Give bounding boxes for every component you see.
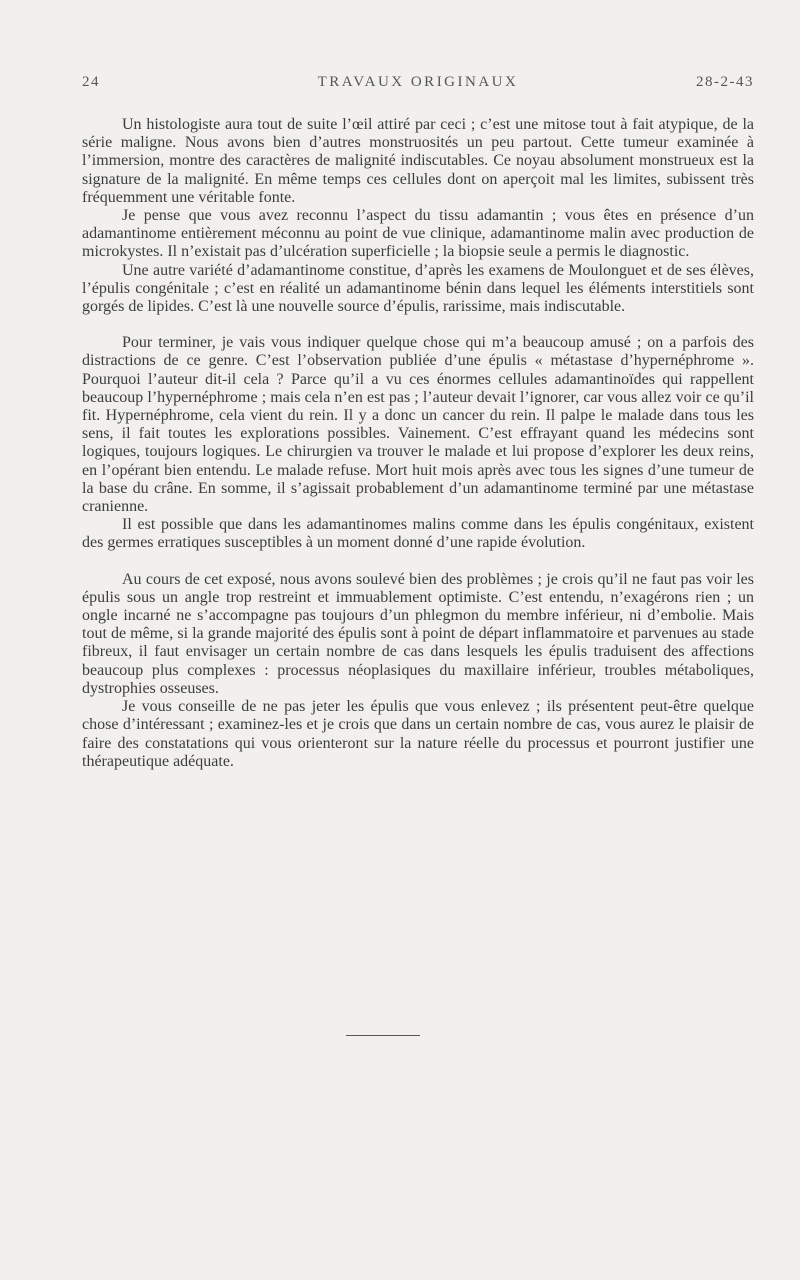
section-gap: [82, 316, 754, 334]
issue-date: 28-2-43: [696, 74, 754, 90]
paragraph: Pour terminer, je vais vous indiquer quelque chose qui m’a beaucoup amusé ; on a parfois des distractions de ce genre. C’est l’observation publiée d’une épulis « métastase d’hypernéphrome ». Pourquoi l’auteur dit-il cela ? Parce qu’il a vu ces énormes cellules adamantinoïdes qui rappellent beaucoup l’hypernéphrome ; mais cela n’en est pas ; l’auteur devait l’ignorer, car vous allez voir ce qu’il fit. Hypernéphrome, cela vient du rein. Il y a donc un cancer du rein. Il palpe le malade dans tous les sens, il fait toutes les explorations possibles. Vainement. C’est effrayant quand les médecins sont logiques, toujours logiques. Le chirurgien va trouver le malade et lui propose d’explorer les deux reins, en l’opérant bien entendu. Le malade refuse. Mort huit mois après avec tous les signes d’une tumeur de la base du crâne. En somme, il s’agissait probablement d’un adamantinome terminé par une métastase cranienne.: [82, 334, 754, 516]
paragraph: Une autre variété d’adamantinome constitue, d’après les examens de Moulonguet et de ses élèves, l’épulis congénitale ; c’est en réalité un adamantinome bénin dans lequel les éléments interstitiels sont gorgés de lipides. C’est là une nouvelle source d’épulis, rarissime, mais indiscutable.: [82, 261, 754, 316]
running-header: [82, 74, 754, 96]
article-body: [82, 116, 754, 771]
page-number: 24: [82, 74, 100, 90]
document-page: [82, 74, 754, 771]
paragraph: Il est possible que dans les adamantinomes malins comme dans les épulis congénitaux, existent des germes erratiques susceptibles à un moment donné d’une rapide évolution.: [82, 516, 754, 552]
paragraph: Je pense que vous avez reconnu l’aspect du tissu adamantin ; vous êtes en présence d’un adamantinome entièrement méconnu au point de vue clinique, adamantinome malin avec production de microkystes. Il n’existait pas d’ulcération superficielle ; la biopsie seule a permis le diagnostic.: [82, 207, 754, 261]
running-title: TRAVAUX ORIGINAUX: [317, 74, 519, 90]
paragraph: Au cours de cet exposé, nous avons soulevé bien des problèmes ; je crois qu’il ne faut pas voir les épulis sous un angle trop restreint et immuablement optimiste. C’est entendu, n’exagérons rien ; un ongle incarné ne s’accompagne pas toujours d’un phlegmon du membre inférieur, ni d’embolie. Mais tout de même, si la grande majorité des épulis sont à point de départ inflammatoire et parvenues au stade fibreux, il faut envisager un certain nombre de cas dans lesquels les épulis traduisent des affections beaucoup plus complexes : processus néoplasiques du maxillaire inférieur, troubles métaboliques, dystrophies osseuses.: [82, 570, 754, 697]
end-rule: [346, 1035, 420, 1036]
paragraph: Je vous conseille de ne pas jeter les épulis que vous enlevez ; ils présentent peut-être quelque chose d’intéressant ; examinez-les et je crois que dans un certain nombre de cas, vous aurez le plaisir de faire des constatations qui vous orienteront sur la nature réelle du processus et pourront justifier une thérapeutique adéquate.: [82, 698, 754, 770]
paragraph: Un histologiste aura tout de suite l’œil attiré par ceci ; c’est une mitose tout à fait atypique, de la série maligne. Nous avons bien d’autres monstruosités un peu partout. Cette tumeur examinée à l’immersion, montre des caractères de malignité indiscutables. Ce noyau absolument monstrueux est la signature de la malignité. En même temps ces cellules dont on aperçoit mal les limites, subissent très fréquemment une véritable fonte.: [82, 116, 754, 206]
section-gap: [82, 553, 754, 571]
